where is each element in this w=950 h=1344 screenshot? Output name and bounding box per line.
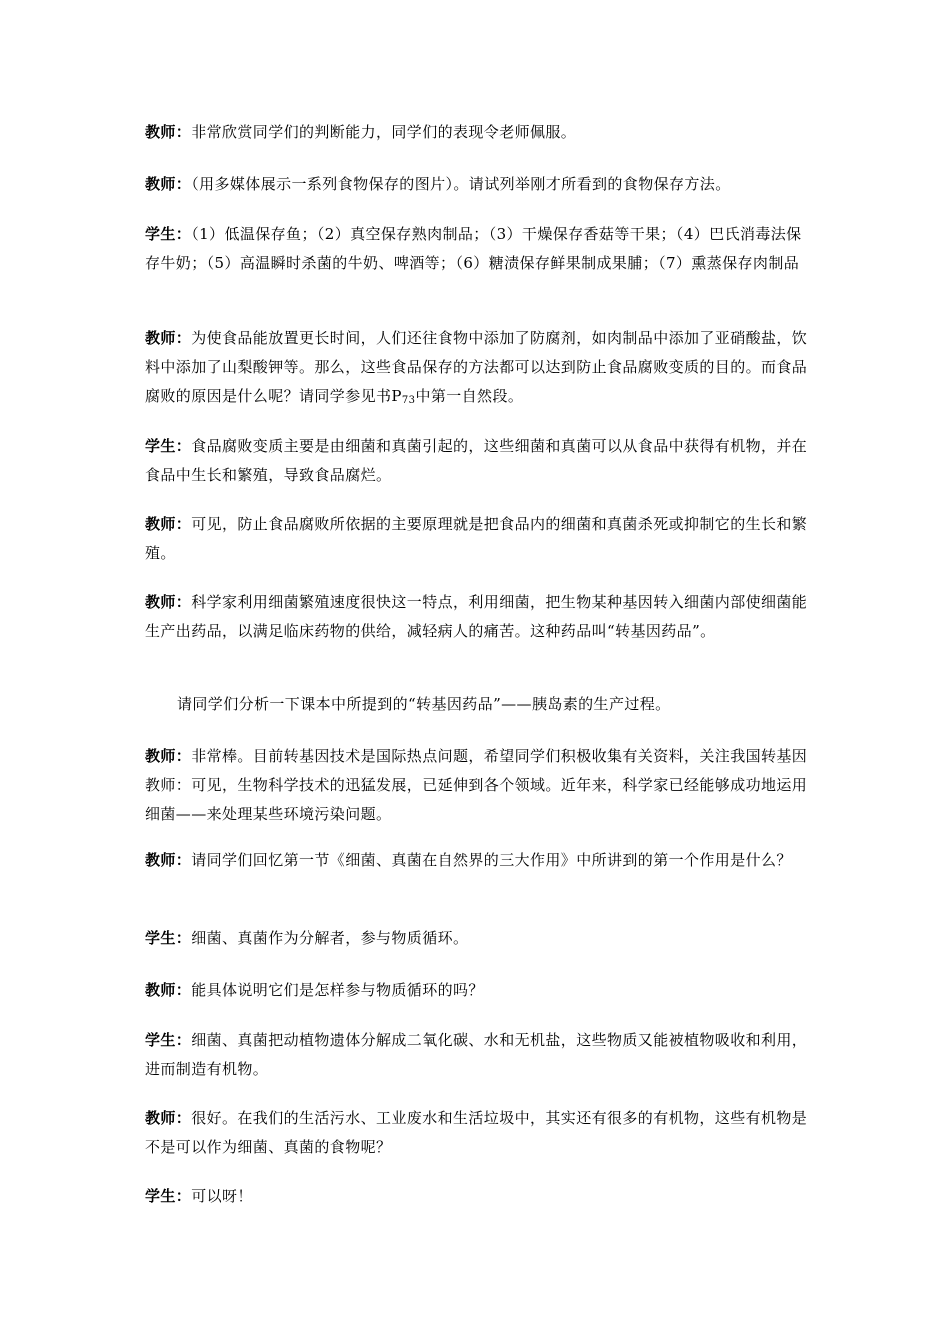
paragraph-text: 细菌、真菌把动植物遗体分解成二氧化碳、水和无机盐，这些物质又能被植物吸收和利用，进而制造有机物。 [145, 1031, 808, 1078]
paragraph-text: 食品腐败变质主要是由细菌和真菌引起的，这些细菌和真菌可以从食品中获得有机物，并在食品中生长和繁殖，导致食品腐烂。 [145, 437, 808, 484]
speaker-label: 教师： [145, 1109, 192, 1127]
paragraph-text: 非常欣赏同学们的判断能力，同学们的表现令老师佩服。 [191, 123, 577, 141]
speaker-label: 教师： [145, 175, 192, 193]
dialogue-paragraph [145, 924, 810, 953]
speaker-label: 教师： [145, 981, 192, 999]
dialogue-paragraph [145, 324, 810, 411]
paragraph-text: 请同学们分析一下课本中所提到的“转基因药品”——胰岛素的生产过程。 [177, 695, 671, 713]
dialogue-paragraph [145, 846, 810, 875]
dialogue-paragraph [145, 976, 810, 1005]
speaker-label: 学生： [145, 1031, 192, 1049]
paragraph-text: 为使食品能放置更长时间，人们还往食物中添加了防腐剂，如肉制品中添加了亚硝酸盐，饮料中添加了山梨酸钾等。那么，这些食品保存的方法都可以达到防止食品腐败变质的目的。而食品腐败的原因是什么呢？请同学参见书P [145, 329, 808, 405]
speaker-label: 学生： [145, 437, 192, 455]
dialogue-paragraph [145, 170, 810, 199]
paragraph-text: 非常棒。目前转基因技术是国际热点问题，希望同学们积极收集有关资料，关注我国转基因教师：可见，生物科学技术的迅猛发展，已延伸到各个领域。近年来，科学家已经能够成功地运用细菌——来处理某些环境污染问题。 [145, 747, 808, 823]
paragraph-text: 请同学们回忆第一节《细菌、真菌在自然界的三大作用》中所讲到的第一个作用是什么？ [191, 851, 792, 869]
speaker-label: 教师： [145, 515, 192, 533]
dialogue-paragraph [145, 432, 810, 490]
paragraph-text: 细菌、真菌作为分解者，参与物质循环。 [191, 929, 469, 947]
dialogue-paragraph [145, 118, 810, 147]
speaker-label: 学生： [145, 1187, 192, 1205]
instruction-paragraph [145, 690, 810, 719]
dialogue-paragraph [145, 742, 810, 829]
dialogue-paragraph [145, 588, 810, 646]
speaker-label: 教师： [145, 329, 192, 347]
paragraph-text: （1）低温保存鱼；（2）真空保存熟肉制品；（3）干燥保存香菇等干果；（4）巴氏消毒法保存牛奶；（5）高温瞬时杀菌的牛奶、啤酒等；（6）糖渍保存鲜果制成果脯；（7）熏蒸保存肉制品 [145, 225, 802, 272]
dialogue-paragraph [145, 220, 810, 278]
speaker-label: 学生： [145, 225, 192, 243]
dialogue-paragraph [145, 1026, 810, 1084]
speaker-label: 教师： [145, 747, 192, 765]
speaker-label: 教师： [145, 851, 192, 869]
paragraph-text: （用多媒体展示一系列食物保存的图片）。请试列举刚才所看到的食物保存方法。 [191, 175, 731, 193]
page-subscript: 73 [401, 395, 416, 406]
dialogue-paragraph [145, 510, 810, 568]
paragraph-text-tail: 中第一自然段。 [415, 387, 524, 405]
speaker-label: 教师： [145, 123, 192, 141]
paragraph-text: 可见，防止食品腐败所依据的主要原理就是把食品内的细菌和真菌杀死或抑制它的生长和繁殖。 [145, 515, 808, 562]
paragraph-text: 很好。在我们的生活污水、工业废水和生活垃圾中，其实还有很多的有机物，这些有机物是不是可以作为细菌、真菌的食物呢？ [145, 1109, 808, 1156]
dialogue-paragraph [145, 1182, 810, 1211]
paragraph-text: 科学家利用细菌繁殖速度很快这一特点，利用细菌，把生物某种基因转入细菌内部使细菌能生产出药品，以满足临床药物的供给，减轻病人的痛苦。这种药品叫“转基因药品”。 [145, 593, 808, 640]
paragraph-text: 能具体说明它们是怎样参与物质循环的吗？ [191, 981, 484, 999]
speaker-label: 学生： [145, 929, 192, 947]
dialogue-paragraph [145, 1104, 810, 1162]
paragraph-text: 可以呀！ [191, 1187, 253, 1205]
speaker-label: 教师： [145, 593, 192, 611]
